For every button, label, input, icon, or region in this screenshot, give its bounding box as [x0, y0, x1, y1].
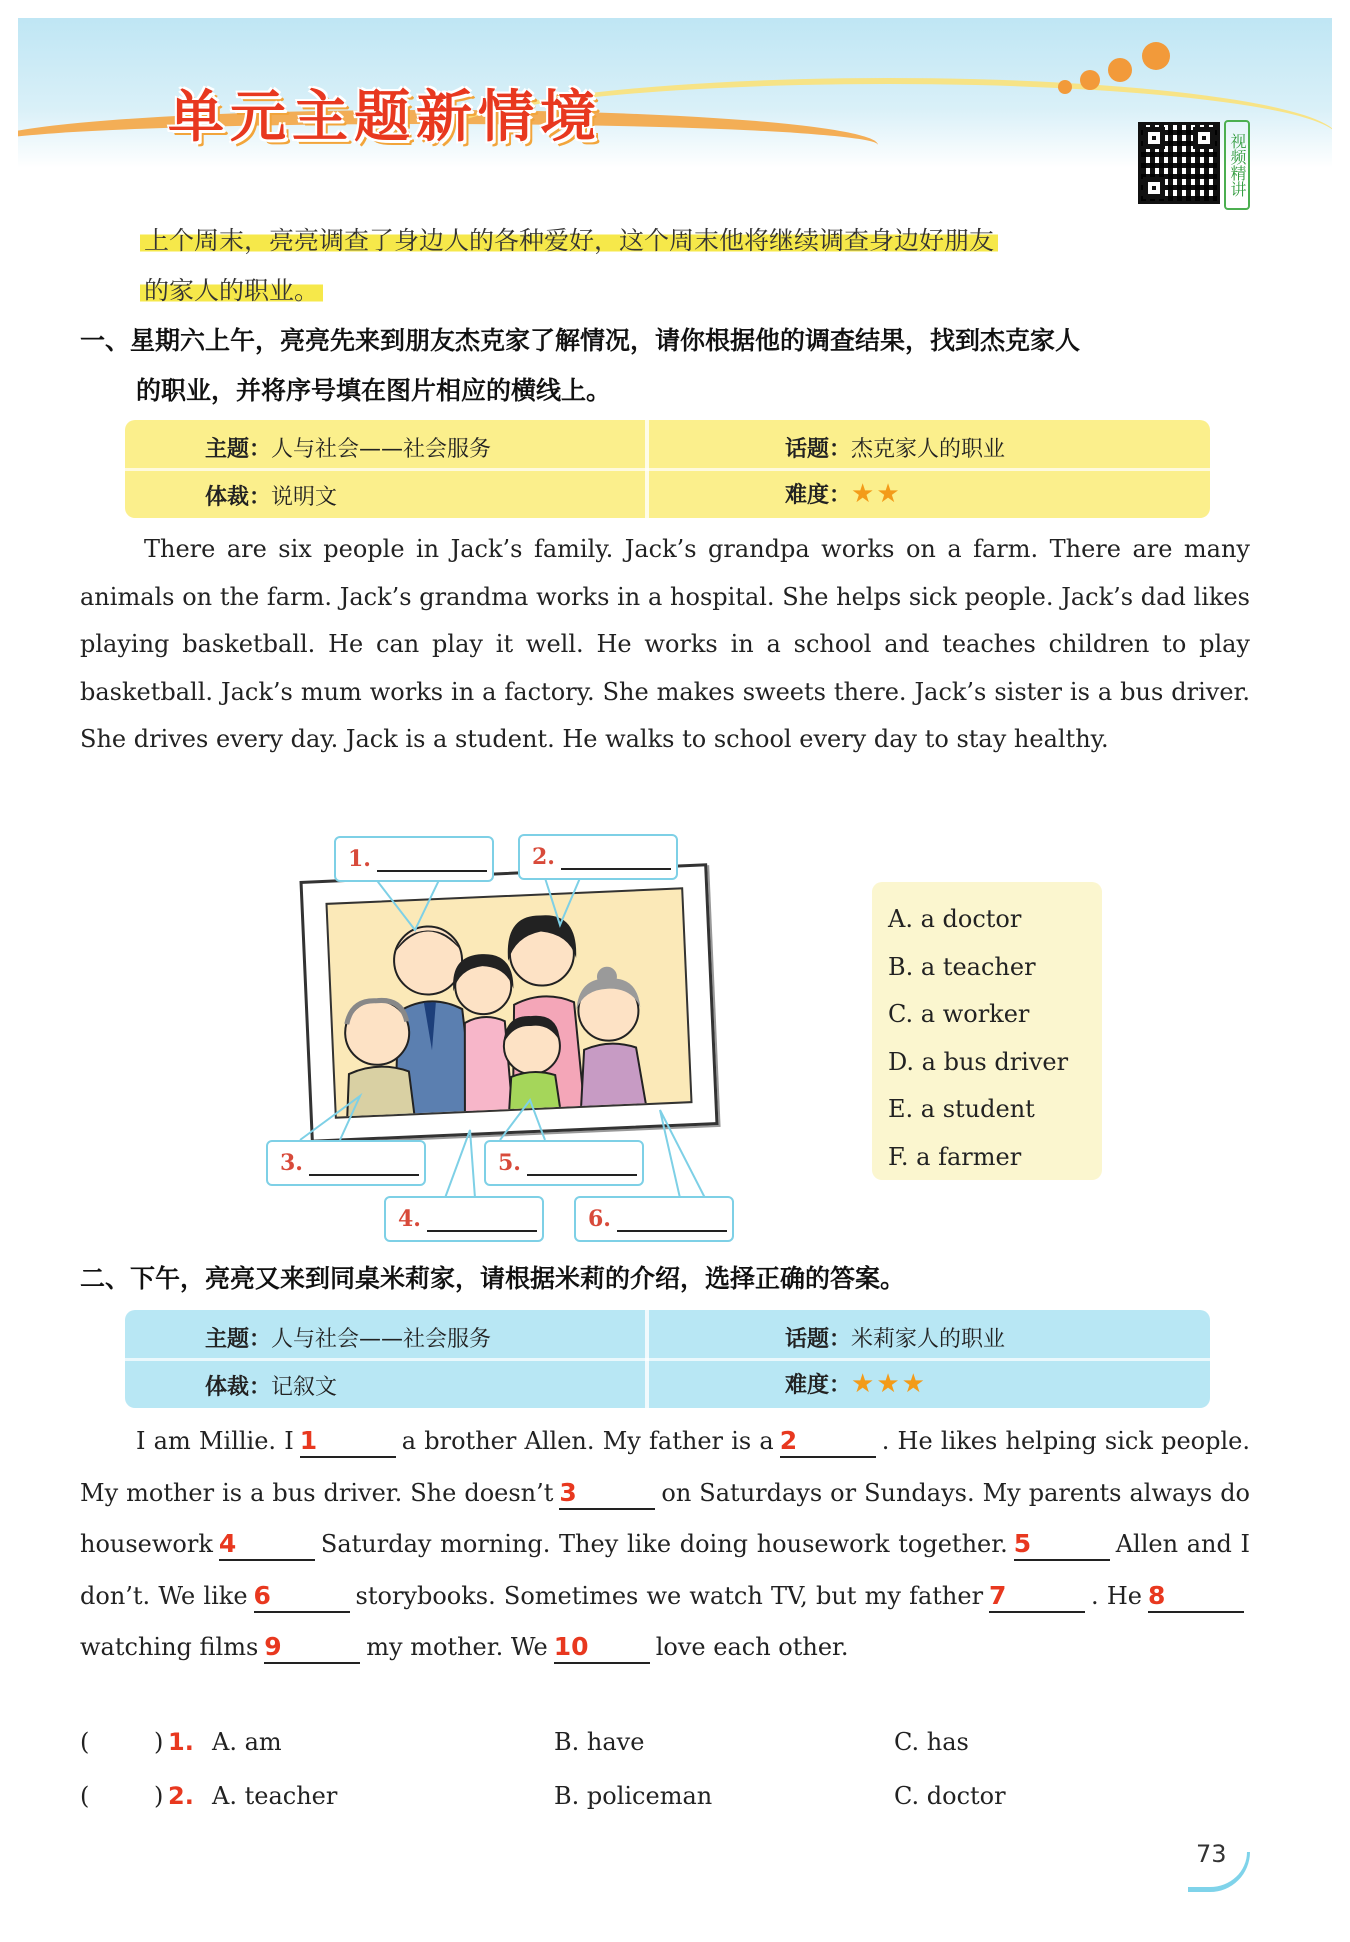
- section1-info-box: [125, 420, 1210, 518]
- family-picture: [299, 863, 718, 1143]
- blank-9[interactable]: 9: [264, 1632, 360, 1664]
- question-number: 2.: [168, 1782, 194, 1810]
- decor-dot: [1142, 42, 1170, 70]
- section1-passage: There are six people in Jack’s family. Jack’s grandpa works on a farm. There are many animals on the farm. Jack’s grandma works in a hospital. She helps sick people. Jack’s dad likes playing basketball. He can play it well. He works in a school and teaches children to play basketball. Jack’s mum works in a factory. She makes sweets there. Jack’s sister is a bus driver. She drives every day. Jack is a student. He walks to school every day to stay healthy.: [80, 535, 1250, 753]
- star-icon: ★★★: [851, 1369, 927, 1399]
- option-b: B. a teacher: [888, 952, 1036, 981]
- blank-7[interactable]: 7: [989, 1581, 1085, 1613]
- option-f: F. a farmer: [888, 1142, 1022, 1171]
- choice-c[interactable]: C. doctor: [894, 1782, 1006, 1810]
- option-a: A. a doctor: [888, 905, 1022, 933]
- blank-2[interactable]: 2: [780, 1426, 876, 1458]
- answer-paren-open[interactable]: (: [80, 1728, 90, 1756]
- genre: 体裁：说明文: [205, 485, 338, 510]
- blank-6[interactable]: 6: [254, 1581, 350, 1613]
- page-number: 73: [1196, 1840, 1227, 1868]
- answer-label-4[interactable]: 4.: [384, 1196, 544, 1242]
- blank-4[interactable]: 4: [219, 1529, 315, 1561]
- answer-label-2[interactable]: 2.: [518, 834, 678, 880]
- intro-line-1: 上个周末，亮亮调查了身边人的各种爱好，这个周末他将继续调查身边好朋友: [140, 216, 1240, 266]
- choice-a[interactable]: A. am: [212, 1728, 282, 1756]
- blank-1[interactable]: 1: [300, 1426, 396, 1458]
- choice-c[interactable]: C. has: [894, 1728, 969, 1756]
- theme: 主题：人与社会——社会服务: [205, 1327, 492, 1352]
- section2-info-box: [125, 1310, 1210, 1408]
- question-row-1: [80, 1728, 1250, 1768]
- family-illustration: [328, 889, 693, 1119]
- choice-a[interactable]: A. teacher: [212, 1782, 338, 1810]
- option-e: E. a student: [888, 1095, 1035, 1123]
- option-d: D. a bus driver: [888, 1047, 1069, 1076]
- answer-label-6[interactable]: 6.: [574, 1196, 734, 1242]
- question-row-2: [80, 1782, 1250, 1822]
- answer-label-1[interactable]: 1.: [334, 836, 494, 882]
- qr-code-icon[interactable]: [1138, 122, 1220, 204]
- answer-label-5[interactable]: 5.: [484, 1140, 644, 1186]
- blank-3[interactable]: 3: [559, 1478, 655, 1510]
- genre: 体裁：记叙文: [205, 1375, 338, 1400]
- header-banner: [18, 18, 1332, 168]
- difficulty: 难度：★★: [785, 479, 902, 509]
- qr-label: 视频精讲: [1224, 120, 1250, 210]
- blank-8[interactable]: 8: [1148, 1581, 1244, 1613]
- theme: 主题：人与社会——社会服务: [205, 437, 492, 462]
- decor-dot: [1058, 80, 1072, 94]
- topic: 话题：杰克家人的职业: [785, 437, 1006, 462]
- topic: 话题：米莉家人的职业: [785, 1327, 1006, 1352]
- answer-label-3[interactable]: 3.: [266, 1140, 426, 1186]
- blank-10[interactable]: 10: [554, 1632, 650, 1664]
- unit-title: 单元主题新情境: [168, 85, 602, 150]
- blank-5[interactable]: 5: [1014, 1529, 1110, 1561]
- intro-line-2: 的家人的职业。: [140, 266, 323, 316]
- section2-heading: 二、下午，亮亮又来到同桌米莉家，请根据米莉的介绍，选择正确的答案。: [80, 1264, 906, 1293]
- cloze-passage: I am Millie. I 1 a brother Allen. My father is a 2 . He likes helping sick people. My mother is a bus driver. She doesn’t 3 on Saturdays or Sundays. My parents always do housework 4 Saturday morning. They like doing housework together. 5 Allen and I don’t. We like 6 storybooks. Sometimes we watch TV, but my father 7 . He 8watching films 9 my mother. We 10 love each other.: [80, 1416, 1250, 1674]
- difficulty: 难度：★★★: [785, 1369, 927, 1399]
- section1-heading: 一、星期六上午，亮亮先来到朋友杰克家了解情况，请你根据他的调查结果，找到杰克家人 的职业，并将序号填在图片相应的横线上。: [80, 326, 1081, 405]
- choice-b[interactable]: B. have: [554, 1728, 645, 1756]
- choice-b[interactable]: B. policeman: [554, 1782, 713, 1810]
- question-number: 1.: [168, 1728, 194, 1756]
- star-icon: ★★: [851, 479, 902, 509]
- decor-dot: [1108, 58, 1132, 82]
- option-c: C. a worker: [888, 1000, 1030, 1028]
- options-list: [872, 882, 1102, 1180]
- answer-paren-close: ): [154, 1782, 164, 1810]
- answer-paren-close: ): [154, 1728, 164, 1756]
- answer-paren-open[interactable]: (: [80, 1782, 90, 1810]
- decor-dot: [1080, 70, 1100, 90]
